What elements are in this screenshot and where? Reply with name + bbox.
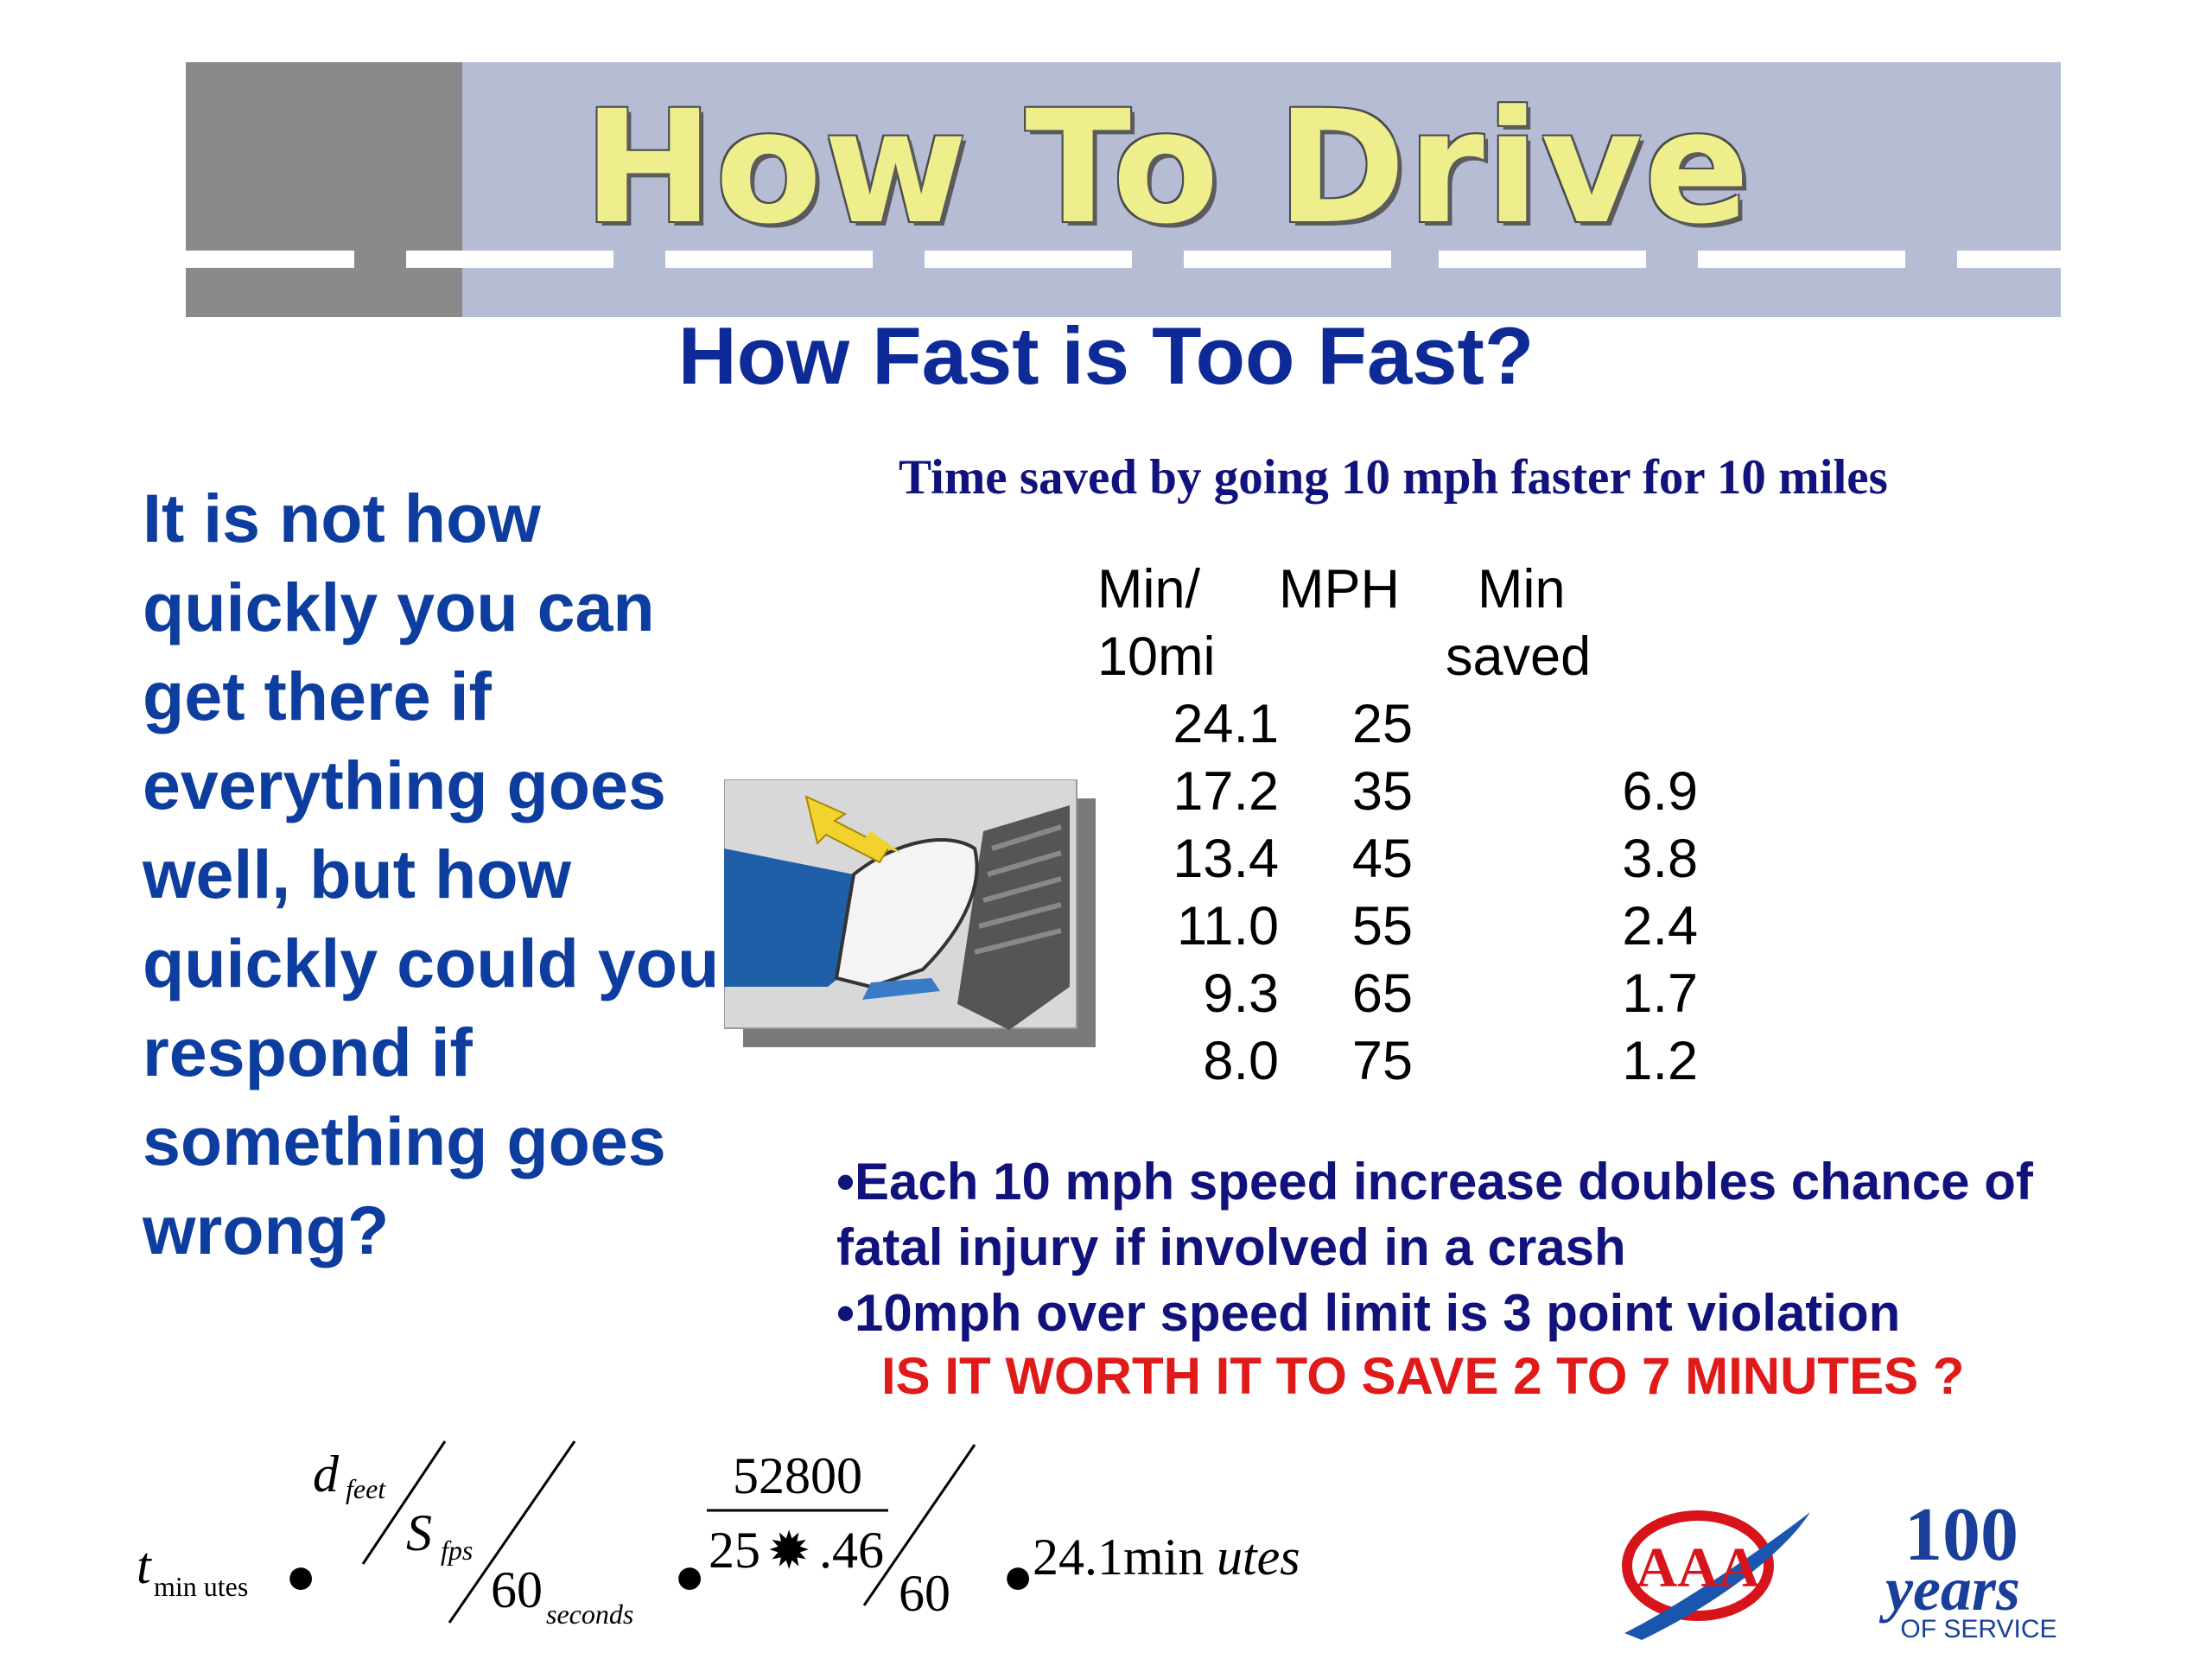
road-dash: [406, 251, 613, 268]
table-header-row: [1097, 623, 1698, 690]
road-dash: [186, 251, 354, 268]
table-row: [1097, 690, 1698, 758]
gas-pedal-illustration: [724, 779, 1096, 1047]
header-cell: saved: [1446, 626, 1592, 687]
banner-title: How To Drive: [583, 78, 1751, 258]
aaa-logo-text: AAA: [1636, 1536, 1760, 1599]
formula-result: 24.1min: [1033, 1529, 1205, 1586]
table-cell: 45: [1351, 829, 1413, 889]
years-word: years: [1885, 1554, 2020, 1624]
table-cell: 11.0: [1177, 896, 1279, 957]
table-row: [1097, 825, 1698, 893]
bullet-item: •Each 10 mph speed increase doubles chance of: [836, 1153, 2033, 1211]
table-cell: 17.2: [1173, 761, 1279, 822]
table-cell: [1413, 690, 1698, 758]
table-cell: 24.1: [1173, 694, 1279, 754]
aaa-logo: [1607, 1503, 1815, 1642]
header-cell: 10mi: [1097, 626, 1216, 687]
table-cell: 8.0: [1203, 1031, 1279, 1091]
table-cell: 13.4: [1173, 829, 1279, 889]
table-row: [1097, 893, 1698, 960]
table-cell: 1.7: [1622, 963, 1698, 1024]
formula-d-sub: feet: [346, 1473, 386, 1504]
header-cell: Min: [1478, 559, 1566, 620]
header-cell: MPH: [1279, 559, 1400, 620]
slide-subtitle: How Fast is Too Fast?: [677, 310, 1535, 401]
table-cell: 6.9: [1622, 761, 1698, 822]
header-cell: [1279, 623, 1413, 690]
formula-s: S: [406, 1504, 432, 1561]
time-formula: [0, 1426, 1382, 1659]
years-number: 100: [1904, 1499, 2018, 1577]
bullet-item: fatal injury if involved in a crash: [836, 1218, 1626, 1276]
formula-denominator-b: .46: [819, 1522, 884, 1579]
header-banner: [186, 62, 2061, 317]
bullet-list: [836, 1149, 2184, 1346]
table-cell: 55: [1351, 896, 1413, 957]
table-cell: 35: [1351, 761, 1413, 822]
100-years-logo: [1849, 1499, 2074, 1642]
formula-bullet: ●: [285, 1548, 317, 1605]
table-row: [1097, 758, 1698, 825]
formula-sixty-2: 60: [899, 1565, 950, 1622]
left-question-text: It is not how quickly you can get there if everything goes well, but how quickly could you respond if something goes wrong?: [143, 480, 720, 1268]
table-header-row: [1097, 556, 1698, 623]
table-cell: 2.4: [1622, 896, 1698, 957]
table-caption: Time saved by going 10 mph faster for 10 miles: [899, 450, 1888, 505]
table-cell: 1.2: [1622, 1031, 1698, 1091]
table-row: [1097, 960, 1698, 1027]
table-cell: 3.8: [1622, 829, 1698, 889]
bullet-item: •10mph over speed limit is 3 point violation: [836, 1284, 1901, 1342]
road-shoulder: [186, 62, 462, 317]
formula-denominator-a: 25: [709, 1522, 760, 1579]
table-cell: 25: [1351, 694, 1413, 754]
table-row: [1097, 1027, 1698, 1095]
formula-d: d: [313, 1446, 339, 1503]
formula-seconds: seconds: [546, 1599, 634, 1630]
fraction-slash: [864, 1445, 975, 1605]
years-sub: OF SERVICE: [1900, 1615, 2057, 1642]
speed-table: [1097, 556, 1698, 1095]
formula-s-sub: fps: [441, 1535, 474, 1566]
formula-bullet: ●: [674, 1548, 706, 1605]
table-cell: 9.3: [1203, 963, 1279, 1024]
header-cell: Min/: [1097, 559, 1201, 620]
formula-sixty: 60: [491, 1561, 543, 1618]
formula-t-sub: min utes: [154, 1571, 249, 1602]
fraction-slash: [449, 1441, 575, 1623]
formula-multiply-icon: ✹: [767, 1522, 811, 1580]
formula-t: t: [137, 1537, 151, 1594]
formula-bullet: ●: [1002, 1548, 1034, 1605]
warning-text: IS IT WORTH IT TO SAVE 2 TO 7 MINUTES ?: [881, 1347, 1965, 1405]
fraction-slash: [363, 1441, 445, 1564]
road-dash: [1957, 251, 2061, 268]
formula-lines: [0, 1426, 1037, 1659]
table-cell: 65: [1351, 963, 1413, 1024]
table-cell: 75: [1351, 1031, 1413, 1091]
formula-result-unit: utes: [1217, 1529, 1300, 1586]
formula-numerator: 52800: [733, 1447, 862, 1504]
